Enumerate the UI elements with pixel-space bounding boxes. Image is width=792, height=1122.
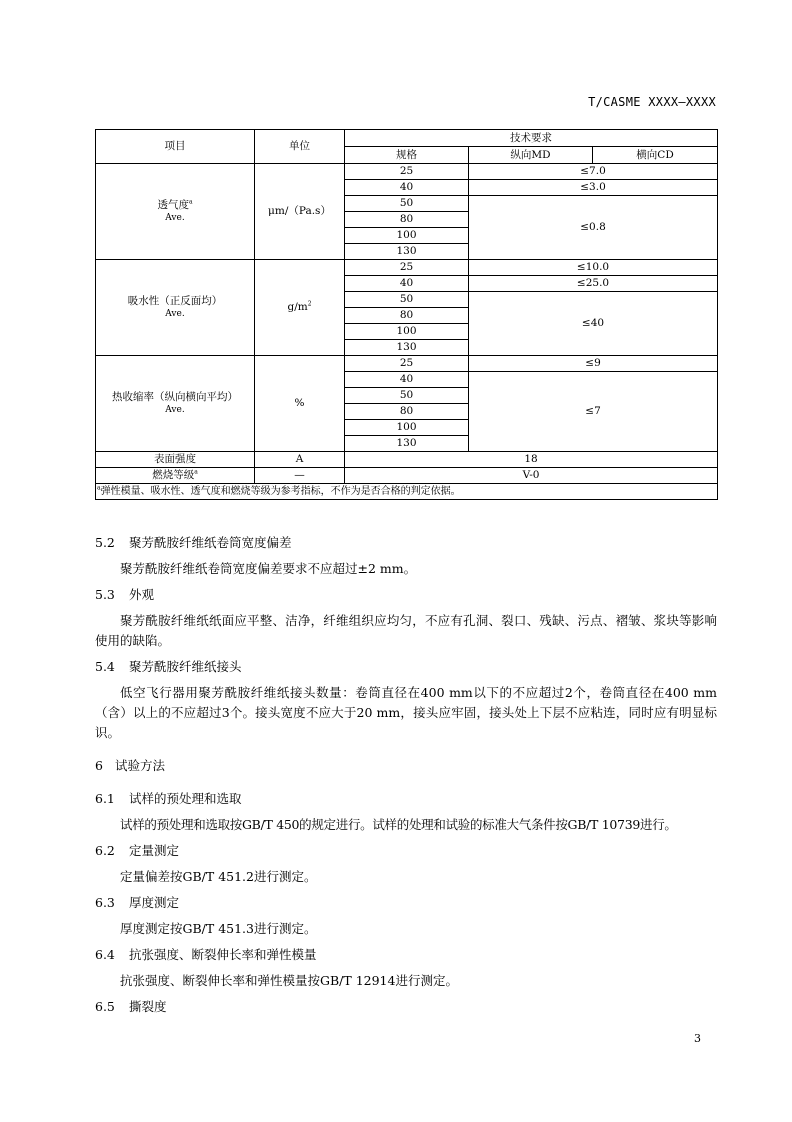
absorbency-label xyxy=(96,260,255,356)
spec-cell: 100 xyxy=(345,228,469,244)
section-heading-6: 6 试验方法 xyxy=(95,758,166,773)
spec-cell: 50 xyxy=(345,388,469,404)
section-heading-6-4: 6.4 抗张强度、断裂伸长率和弹性模量 xyxy=(95,947,317,962)
document-body xyxy=(95,530,717,1020)
surface-strength-label: 表面强度 xyxy=(96,452,255,468)
requirement-cell: ≤40 xyxy=(469,292,718,356)
absorbency-ave: Ave. xyxy=(165,309,185,320)
absorbency-unit: $g/m^2$ xyxy=(255,260,345,356)
section-text-6-2: 定量偏差按GB/T 451.2进行测定。 xyxy=(120,869,317,884)
section-heading-6-3: 6.3 厚度测定 xyxy=(95,895,180,910)
shrinkage-ave: Ave. xyxy=(165,405,185,416)
requirement-cell: ≤7.0 xyxy=(469,164,718,180)
requirement-cell: ≤10.0 xyxy=(469,260,718,276)
section-text-6-1: 试样的预处理和选取按GB/T 450的规定进行。试样的处理和试验的标准大气条件按GB/T 10739进行。 xyxy=(120,817,677,832)
header-unit: 单位 xyxy=(255,130,345,164)
section-heading-6-5: 6.5 撕裂度 xyxy=(95,999,167,1014)
requirement-cell: ≤25.0 xyxy=(469,276,718,292)
technical-requirements-table xyxy=(95,129,718,500)
section-heading-5-2: 5.2 聚芳酰胺纤维纸卷筒宽度偏差 xyxy=(95,535,292,550)
spec-cell: 130 xyxy=(345,340,469,356)
spec-cell: 40 xyxy=(345,276,469,292)
page-number: 3 xyxy=(694,1032,701,1045)
section-heading-5-4: 5.4 聚芳酰胺纤维纸接头 xyxy=(95,659,242,674)
flammability-label: 燃烧等级$^a$ xyxy=(96,468,255,484)
header-item: 项目 xyxy=(96,130,255,164)
section-text-5-2: 聚芳酰胺纤维纸卷筒宽度偏差要求不应超过±2 mm。 xyxy=(120,561,417,576)
section-text-5-3: 聚芳酰胺纤维纸纸面应平整、洁净，纤维组织应均匀，不应有孔洞、裂口、残缺、污点、褶皱、浆块等影响使用的缺陷。 xyxy=(95,613,717,648)
header-md: 纵向MD xyxy=(469,147,593,164)
surface-strength-unit: A xyxy=(255,452,345,468)
requirement-cell: ≤7 xyxy=(469,372,718,452)
permeability-name: 透气度 xyxy=(157,198,189,211)
table-note: $^a$弹性模量、吸水性、透气度和燃烧等级为参考指标，不作为是否合格的判定依据。 xyxy=(96,484,718,500)
spec-cell: 40 xyxy=(345,372,469,388)
permeability-ave: Ave. xyxy=(165,213,185,224)
requirement-cell: ≤3.0 xyxy=(469,180,718,196)
requirement-cell: ≤9 xyxy=(469,356,718,372)
surface-strength-req: 18 xyxy=(345,452,718,468)
standard-id-header: T/CASME XXXX—XXXX xyxy=(588,95,716,109)
spec-cell: 50 xyxy=(345,196,469,212)
flammability-req: V-0 xyxy=(345,468,718,484)
spec-cell: 25 xyxy=(345,164,469,180)
requirement-cell: ≤0.8 xyxy=(469,196,718,260)
spec-cell: 100 xyxy=(345,324,469,340)
section-heading-6-1: 6.1 试样的预处理和选取 xyxy=(95,791,242,806)
spec-cell: 130 xyxy=(345,244,469,260)
section-heading-5-3: 5.3 外观 xyxy=(95,587,155,602)
spec-cell: 80 xyxy=(345,308,469,324)
absorbency-name: 吸水性（正反面均） xyxy=(127,294,223,307)
flammability-unit: — xyxy=(255,468,345,484)
section-text-6-4: 抗张强度、断裂伸长率和弹性模量按GB/T 12914进行测定。 xyxy=(120,973,458,988)
shrinkage-unit: % xyxy=(255,356,345,452)
shrinkage-label xyxy=(96,356,255,452)
permeability-unit: μm/（Pa.s） xyxy=(255,164,345,260)
spec-cell: 50 xyxy=(345,292,469,308)
section-heading-6-2: 6.2 定量测定 xyxy=(95,843,180,858)
spec-cell: 25 xyxy=(345,356,469,372)
section-text-5-4: 低空飞行器用聚芳酰胺纤维纸接头数量：卷筒直径在400 mm以下的不应超过2个，卷筒直径在400 mm（含）以上的不应超过3个。接头宽度不应大于20 mm，接头应牢固，接头处上下层不应粘连，同时应有明显标识。 xyxy=(95,685,717,740)
permeability-label xyxy=(96,164,255,260)
section-text-6-3: 厚度测定按GB/T 451.3进行测定。 xyxy=(120,921,317,936)
spec-cell: 25 xyxy=(345,260,469,276)
spec-cell: 130 xyxy=(345,436,469,452)
permeability-mark: a xyxy=(188,198,193,206)
header-spec: 规格 xyxy=(345,147,469,164)
spec-cell: 40 xyxy=(345,180,469,196)
spec-cell: 80 xyxy=(345,212,469,228)
header-cd: 横向CD xyxy=(593,147,718,164)
spec-cell: 100 xyxy=(345,420,469,436)
spec-cell: 80 xyxy=(345,404,469,420)
shrinkage-name: 热收缩率（纵向横向平均） xyxy=(112,390,238,403)
header-tech-requirements: 技术要求 xyxy=(345,130,718,147)
